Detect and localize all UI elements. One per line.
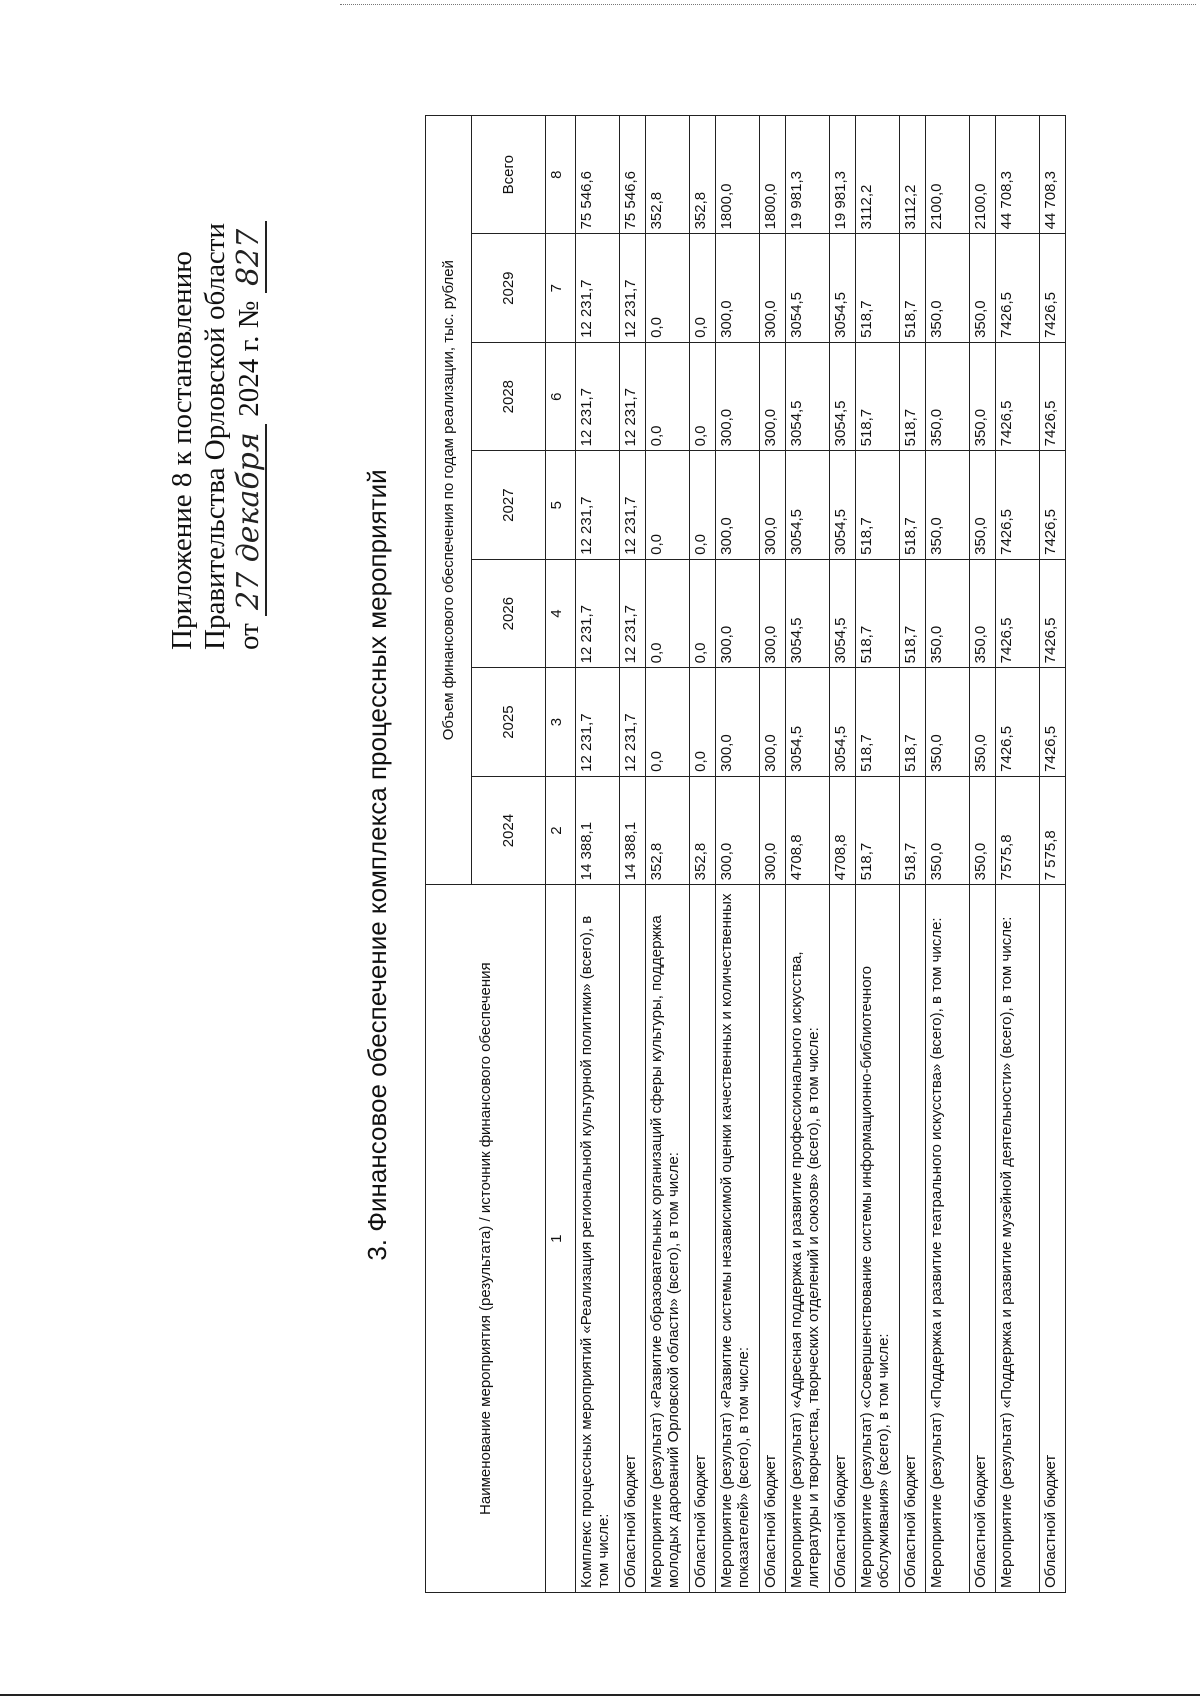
cell-value: 12 231,7: [576, 451, 620, 559]
cell-total: 19 981,3: [786, 116, 830, 234]
row-name: Областной бюджет: [970, 885, 996, 1593]
cell-total: 44 708,3: [996, 116, 1040, 234]
cell-value: 7426,5: [996, 559, 1040, 667]
cell-value: 14 388,1: [620, 776, 646, 884]
cell-value: 7426,5: [1040, 559, 1066, 667]
cell-value: 518,7: [856, 342, 900, 450]
cell-value: 3054,5: [786, 451, 830, 559]
row-name: Мероприятие (результат) «Совершенствование системы информационно-библиотечного обслуживания» (всего), в том числе:: [856, 885, 900, 1593]
cell-value: 0,0: [690, 559, 716, 667]
approval-line-1: Приложение 8 к постановлению: [166, 251, 198, 650]
cell-value: 7426,5: [996, 234, 1040, 342]
cell-value: 518,7: [856, 559, 900, 667]
cell-total: 352,8: [690, 116, 716, 234]
cell-value: 518,7: [856, 234, 900, 342]
table-row: [620, 116, 646, 1593]
cell-value: 7426,5: [996, 342, 1040, 450]
row-name: Мероприятие (результат) «Адресная поддержка и развитие профессионального искусства, литературы и творчества, творческих отделений и союзов» (всего), в том числе:: [786, 885, 830, 1593]
row-name: Областной бюджет: [690, 885, 716, 1593]
cell-value: 518,7: [900, 668, 926, 776]
cell-value: 0,0: [690, 234, 716, 342]
cell-value: 518,7: [900, 559, 926, 667]
header-name-col: Наименование мероприятия (результата) / источник финансового обеспечения: [426, 885, 546, 1593]
cell-value: 350,0: [926, 234, 970, 342]
cell-value: 350,0: [926, 559, 970, 667]
cell-value: 518,7: [856, 776, 900, 884]
cell-value: 0,0: [646, 559, 690, 667]
cell-value: 7426,5: [996, 451, 1040, 559]
cell-total: 3112,2: [900, 116, 926, 234]
cell-value: 300,0: [760, 234, 786, 342]
table-row: [856, 116, 900, 1593]
approval-date-line: [232, 221, 267, 650]
cell-value: 350,0: [926, 342, 970, 450]
header-volume-group: Объем финансового обеспечения по годам реализации, тыс. рублей: [426, 116, 472, 885]
cell-value: 352,8: [690, 776, 716, 884]
cell-total: 19 981,3: [830, 116, 856, 234]
row-name: Областной бюджет: [1040, 885, 1066, 1593]
cell-value: 3054,5: [830, 559, 856, 667]
col-number: 8: [546, 116, 576, 234]
cell-value: 350,0: [970, 234, 996, 342]
table-row: [576, 116, 620, 1593]
header-year: 2024: [472, 776, 546, 884]
cell-value: 4708,8: [786, 776, 830, 884]
cell-value: 3054,5: [830, 451, 856, 559]
cell-value: 518,7: [900, 342, 926, 450]
cell-value: 7426,5: [1040, 342, 1066, 450]
cell-total: 2100,0: [970, 116, 996, 234]
cell-value: 7426,5: [1040, 234, 1066, 342]
table-row: [646, 116, 690, 1593]
header-year: 2027: [472, 451, 546, 559]
cell-value: 300,0: [716, 776, 760, 884]
cell-value: 3054,5: [786, 668, 830, 776]
cell-value: 7575,8: [996, 776, 1040, 884]
table-row: [926, 116, 970, 1593]
cell-value: 0,0: [690, 342, 716, 450]
cell-value: 7426,5: [996, 668, 1040, 776]
cell-value: 300,0: [716, 234, 760, 342]
cell-value: 4708,8: [830, 776, 856, 884]
cell-total: 2100,0: [926, 116, 970, 234]
col-number: 1: [546, 885, 576, 1593]
cell-value: 12 231,7: [620, 451, 646, 559]
cell-value: 350,0: [970, 776, 996, 884]
table-row: [996, 116, 1040, 1593]
header-total: Всего: [472, 116, 546, 234]
cell-total: 352,8: [646, 116, 690, 234]
cell-value: 300,0: [760, 451, 786, 559]
table-row: [900, 116, 926, 1593]
table-row: [760, 116, 786, 1593]
table-row: [716, 116, 760, 1593]
cell-value: 350,0: [926, 451, 970, 559]
cell-value: 14 388,1: [576, 776, 620, 884]
cell-value: 3054,5: [786, 234, 830, 342]
row-name: Областной бюджет: [760, 885, 786, 1593]
cell-value: 518,7: [900, 451, 926, 559]
cell-value: 12 231,7: [620, 668, 646, 776]
header-year: 2026: [472, 559, 546, 667]
cell-value: 300,0: [760, 776, 786, 884]
row-name: Мероприятие (результат) «Развитие системы независимой оценки качественных и количественных показателей» (всего), в том числе:: [716, 885, 760, 1593]
cell-value: 350,0: [970, 342, 996, 450]
cell-value: 300,0: [716, 342, 760, 450]
cell-value: 518,7: [900, 234, 926, 342]
row-name: Мероприятие (результат) «Поддержка и развитие музейной деятельности» (всего), в том числе:: [996, 885, 1040, 1593]
row-name: Мероприятие (результат) «Развитие образовательных организаций сферы культуры, поддержка молодых дарований Орловской области» (всего), в том числе:: [646, 885, 690, 1593]
cell-value: 300,0: [760, 559, 786, 667]
table-row: [690, 116, 716, 1593]
cell-value: 350,0: [926, 776, 970, 884]
cell-value: 352,8: [646, 776, 690, 884]
year-text: 2024 г. №: [233, 300, 265, 417]
cell-value: 3054,5: [786, 342, 830, 450]
cell-value: 7426,5: [1040, 451, 1066, 559]
table-row: [786, 116, 830, 1593]
cell-value: 12 231,7: [576, 342, 620, 450]
col-number: 2: [546, 776, 576, 884]
cell-value: 0,0: [646, 342, 690, 450]
approval-line-2: Правительства Орловской области: [199, 223, 231, 650]
cell-value: 7 575,8: [1040, 776, 1066, 884]
header-year: 2028: [472, 342, 546, 450]
row-name: Мероприятие (результат) «Поддержка и развитие театрального искусства» (всего), в том числе:: [926, 885, 970, 1593]
cell-value: 300,0: [716, 451, 760, 559]
cell-value: 300,0: [760, 342, 786, 450]
cell-total: 75 546,6: [576, 116, 620, 234]
cell-value: 3054,5: [786, 559, 830, 667]
cell-total: 1800,0: [716, 116, 760, 234]
cell-value: 3054,5: [830, 234, 856, 342]
cell-value: 0,0: [690, 451, 716, 559]
col-number: 7: [546, 234, 576, 342]
financing-table: [425, 115, 1066, 1593]
cell-value: 350,0: [926, 668, 970, 776]
handwritten-date: 27 декабря: [232, 424, 267, 616]
cell-value: 12 231,7: [576, 234, 620, 342]
row-name: Областной бюджет: [620, 885, 646, 1593]
row-name: Областной бюджет: [900, 885, 926, 1593]
cell-total: 44 708,3: [1040, 116, 1066, 234]
cell-total: 1800,0: [760, 116, 786, 234]
cell-total: 75 546,6: [620, 116, 646, 234]
row-name: Областной бюджет: [830, 885, 856, 1593]
cell-value: 12 231,7: [620, 559, 646, 667]
cell-value: 3054,5: [830, 668, 856, 776]
col-number: 6: [546, 342, 576, 450]
approval-block: [166, 221, 267, 650]
cell-value: 350,0: [970, 559, 996, 667]
table-row: [1040, 116, 1066, 1593]
cell-value: 518,7: [856, 668, 900, 776]
cell-value: 0,0: [646, 234, 690, 342]
cell-value: 350,0: [970, 668, 996, 776]
cell-value: 300,0: [716, 668, 760, 776]
row-name: Комплекс процессных мероприятий «Реализация региональной культурной политики» (всего), в том числе:: [576, 885, 620, 1593]
cell-value: 300,0: [760, 668, 786, 776]
cell-total: 3112,2: [856, 116, 900, 234]
cell-value: 0,0: [646, 451, 690, 559]
page-title: 3. Финансовое обеспечение комплекса процессных мероприятий: [362, 469, 392, 1261]
cell-value: 12 231,7: [576, 559, 620, 667]
table-row: [830, 116, 856, 1593]
col-number: 5: [546, 451, 576, 559]
handwritten-number: 827: [232, 221, 267, 293]
header-year: 2025: [472, 668, 546, 776]
date-prefix: от: [233, 623, 265, 650]
cell-value: 350,0: [970, 451, 996, 559]
cell-value: 12 231,7: [576, 668, 620, 776]
cell-value: 300,0: [716, 559, 760, 667]
cell-value: 3054,5: [830, 342, 856, 450]
cell-value: 518,7: [900, 776, 926, 884]
cell-value: 12 231,7: [620, 342, 646, 450]
col-number: 4: [546, 559, 576, 667]
cell-value: 12 231,7: [620, 234, 646, 342]
header-year: 2029: [472, 234, 546, 342]
col-number: 3: [546, 668, 576, 776]
cell-value: 518,7: [856, 451, 900, 559]
cell-value: 0,0: [646, 668, 690, 776]
cell-value: 7426,5: [1040, 668, 1066, 776]
table-row: [970, 116, 996, 1593]
cell-value: 0,0: [690, 668, 716, 776]
